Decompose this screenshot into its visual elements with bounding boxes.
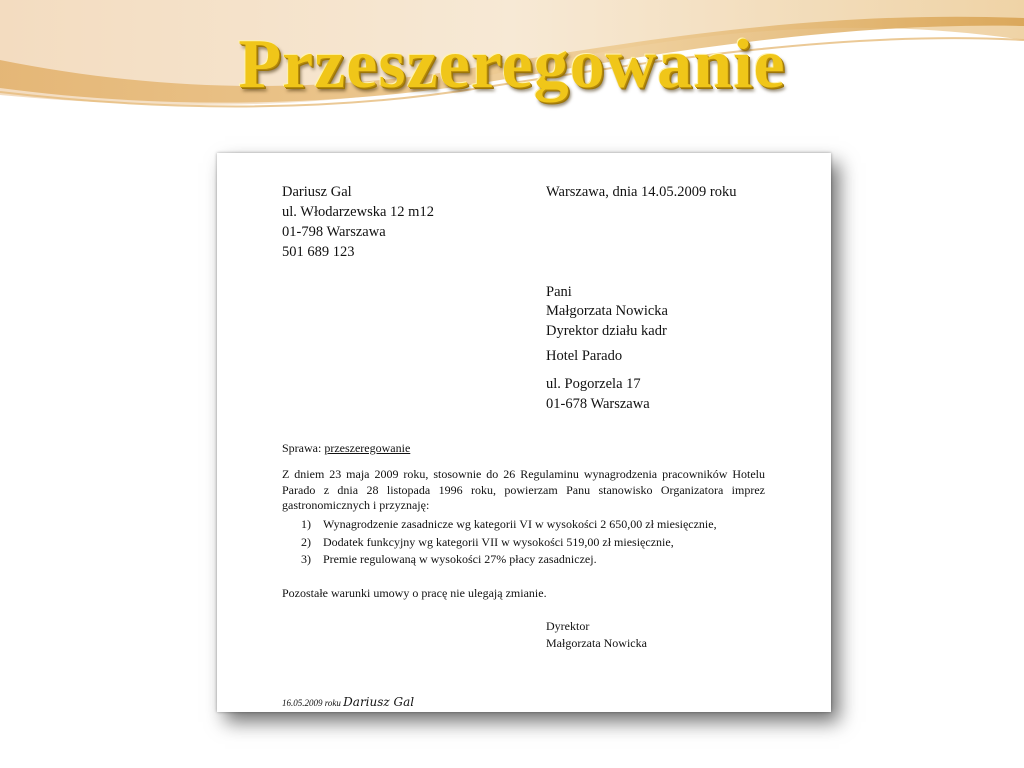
signature-name: Małgorzata Nowicka	[546, 636, 647, 650]
subject-line	[282, 441, 410, 457]
subject-label: Sprawa:	[282, 441, 325, 455]
recipient-company: Hotel Parado	[546, 348, 623, 364]
closing-sentence: Pozostałe warunki umowy o pracę nie ulegają zmianie.	[282, 586, 547, 600]
list-item: 3) Premie regulowaną w wysokości 27% płacy zasadniczej.	[301, 552, 597, 566]
place-date: Warszawa, dnia 14.05.2009 roku	[546, 184, 737, 200]
recipient-city: 01-678 Warszawa	[546, 396, 650, 412]
recipient-name: Małgorzata Nowicka	[546, 303, 668, 319]
signature-role: Dyrektor	[546, 619, 590, 633]
recipient-street: ul. Pogorzela 17	[546, 376, 641, 392]
benefits-list	[301, 516, 717, 569]
sender-name: Dariusz Gal	[282, 184, 352, 200]
sender-phone: 501 689 123	[282, 244, 355, 260]
list-item: 2) Dodatek funkcyjny wg kategorii VII w wysokości 519,00 zł miesięcznie,	[301, 534, 674, 549]
handwritten-name: Dariusz Gal	[343, 695, 415, 709]
recipient-position: Dyrektor działu kadr	[546, 323, 667, 339]
list-item: 1) Wynagrodzenie zasadnicze wg kategorii VI w wysokości 2 650,00 zł miesięcznie,	[301, 517, 717, 531]
sender-city: 01-798 Warszawa	[282, 224, 386, 240]
handwritten-date: 16.05.2009 roku	[282, 698, 341, 708]
letter-document	[217, 153, 831, 712]
recipient-salutation: Pani	[546, 284, 572, 300]
subject-value: przeszeregowanie	[324, 441, 411, 455]
body-paragraph: Z dniem 23 maja 2009 roku, stosownie do 26 Regulaminu wynagrodzenia pracowników Hotelu Parado z dnia 28 listopada 1996 roku, powierzam Panu stanowisko Organizatora imprez gastronomicznych i przyznaję:	[282, 467, 765, 513]
handwritten-signature	[282, 695, 414, 709]
sender-street: ul. Włodarzewska 12 m12	[282, 204, 434, 220]
slide-title: Przeszeregowanie	[238, 26, 786, 103]
